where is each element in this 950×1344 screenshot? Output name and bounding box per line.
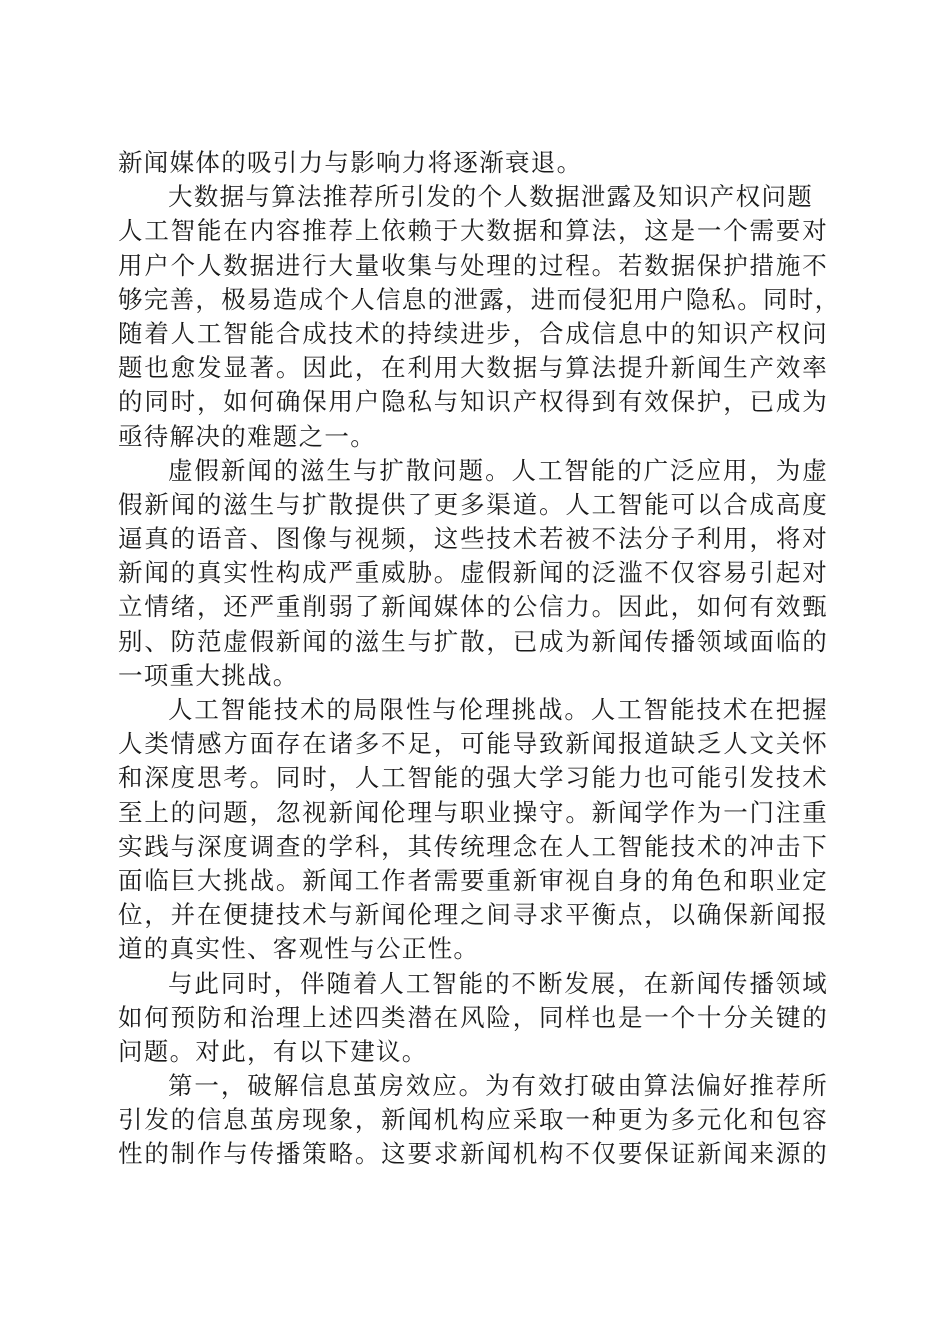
text-line: 大数据与算法推荐所引发的个人数据泄露及知识产权问题 <box>168 182 813 212</box>
text-line: 面临巨大挑战。新闻工作者需要重新审视自身的角色和职业定 <box>118 865 828 895</box>
text-line: 假新闻的滋生与扩散提供了更多渠道。人工智能可以合成高度 <box>118 489 828 519</box>
text-line: 和深度思考。同时，人工智能的强大学习能力也可能引发技术 <box>118 763 828 793</box>
text-line: 人类情感方面存在诸多不足，可能导致新闻报道缺乏人文关怀 <box>118 729 828 759</box>
text-line: 虚假新闻的滋生与扩散问题。人工智能的广泛应用，为虚 <box>168 455 828 485</box>
text-line: 的同时，如何确保用户隐私与知识产权得到有效保护，已成为 <box>118 387 828 417</box>
text-line: 性的制作与传播策略。这要求新闻机构不仅要保证新闻来源的 <box>118 1139 828 1169</box>
text-line: 别、防范虚假新闻的滋生与扩散，已成为新闻传播领域面临的 <box>118 626 828 656</box>
text-line: 立情绪，还严重削弱了新闻媒体的公信力。因此，如何有效甄 <box>118 592 828 622</box>
text-line: 位，并在便捷技术与新闻伦理之间寻求平衡点，以确保新闻报 <box>118 900 828 930</box>
text-line: 人工智能在内容推荐上依赖于大数据和算法，这是一个需要对 <box>118 216 828 246</box>
text-line: 实践与深度调查的学科，其传统理念在人工智能技术的冲击下 <box>118 831 828 861</box>
text-line: 道的真实性、客观性与公正性。 <box>118 934 480 964</box>
text-line: 题也愈发显著。因此，在利用大数据与算法提升新闻生产效率 <box>118 353 828 383</box>
text-line: 人工智能技术的局限性与伦理挑战。人工智能技术在把握 <box>168 695 828 724</box>
text-line: 随着人工智能合成技术的持续进步，合成信息中的知识产权问 <box>118 318 828 348</box>
text-line: 新闻的真实性构成严重威胁。虚假新闻的泛滥不仅容易引起对 <box>118 558 828 588</box>
text-line: 第一，破解信息茧房效应。为有效打破由算法偏好推荐所 <box>168 1071 828 1101</box>
text-line: 如何预防和治理上述四类潜在风险，同样也是一个十分关键的 <box>118 1002 828 1032</box>
text-line: 亟待解决的难题之一。 <box>118 421 376 451</box>
text-line: 引发的信息茧房现象，新闻机构应采取一种更为多元化和包容 <box>118 1105 828 1135</box>
text-line: 新闻媒体的吸引力与影响力将逐渐衰退。 <box>118 148 583 177</box>
text-line: 至上的问题，忽视新闻伦理与职业操守。新闻学作为一门注重 <box>118 797 828 827</box>
text-line: 与此同时，伴随着人工智能的不断发展，在新闻传播领域 <box>168 968 828 998</box>
text-line: 用户个人数据进行大量收集与处理的过程。若数据保护措施不 <box>118 250 828 280</box>
text-line: 问题。对此，有以下建议。 <box>118 1036 428 1066</box>
body-text <box>118 146 841 1172</box>
text-line: 逼真的语音、图像与视频，这些技术若被不法分子利用，将对 <box>118 524 828 554</box>
text-line: 一项重大挑战。 <box>118 660 299 690</box>
text-line: 够完善，极易造成个人信息的泄露，进而侵犯用户隐私。同时， <box>118 284 841 314</box>
